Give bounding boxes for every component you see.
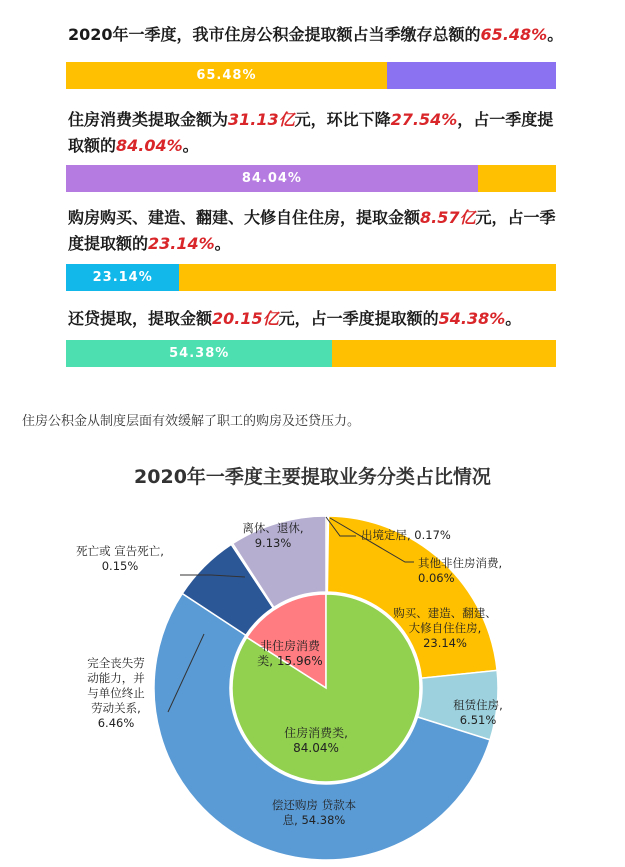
outer-label-rent: 租赁住房, 6.51% [453, 698, 503, 727]
highlight-value: 84.04% [116, 136, 183, 155]
inner-label-housing: 住房消费类, 84.04% [284, 726, 348, 755]
stat-segment: 元，占一季度提取额的 [68, 208, 556, 253]
stat-segment: 元，环比下降 [294, 110, 391, 129]
stat-segment: 。 [214, 234, 231, 253]
outer-label-emigration: 出境定居, 0.17% [361, 528, 451, 542]
progress-label: 23.14% [92, 270, 153, 285]
stat-segment: ，占一季度提取额的 [68, 110, 554, 155]
highlight-value: 23.14% [148, 234, 215, 253]
outer-label-repay: 偿还购房 贷款本息, 54.38% [271, 798, 357, 827]
stat-segment: 元，占一季度提取额的 [278, 309, 439, 328]
highlight-value: 31.13亿 [228, 110, 295, 129]
stat-segment: 。 [182, 136, 199, 155]
outer-label-death: 死亡或 宣告死亡, 0.15% [76, 544, 164, 573]
progress-label: 84.04% [241, 171, 302, 186]
stat-segment: 购房购买、建造、翻建、大修自住住房，提取金额 [68, 208, 421, 227]
highlight-value: 8.57亿 [420, 208, 476, 227]
progress-label: 65.48% [196, 68, 257, 83]
highlight-value: 27.54% [390, 110, 458, 129]
stat-segment: 2020年一季度，我市住房公积金提取额占当季缴存总额的 [68, 25, 481, 44]
outer-label-retire: 离休、退休, 9.13% [242, 521, 304, 550]
progress-label: 54.38% [169, 346, 230, 361]
stat-segment: 住房消费类提取金额为 [68, 110, 229, 129]
outer-label-incapacity: 完全丧失劳动能力，并与单位终止劳动关系, 6.46% [87, 656, 145, 730]
inner-label-non-housing: 非住房消费类, 15.96% [257, 639, 323, 668]
outer-label-other-non-housing: 其他非住房消费, 0.06% [418, 556, 503, 585]
highlight-value: 20.15亿 [212, 309, 279, 328]
caption: 住房公积金从制度层面有效缓解了职工的购房及还贷压力。 [22, 414, 361, 429]
stat-segment: 。 [547, 25, 564, 44]
chart-title: 2020年一季度主要提取业务分类占比情况 [134, 466, 491, 488]
outer-label-purchase: 购买、建造、翻建、大修自住住房, 23.14% [393, 606, 497, 650]
stat-segment: 还贷提取，提取金额 [68, 309, 213, 328]
stat-segment: 。 [505, 309, 522, 328]
highlight-value: 54.38% [438, 309, 506, 328]
highlight-value: 65.48% [480, 25, 548, 44]
